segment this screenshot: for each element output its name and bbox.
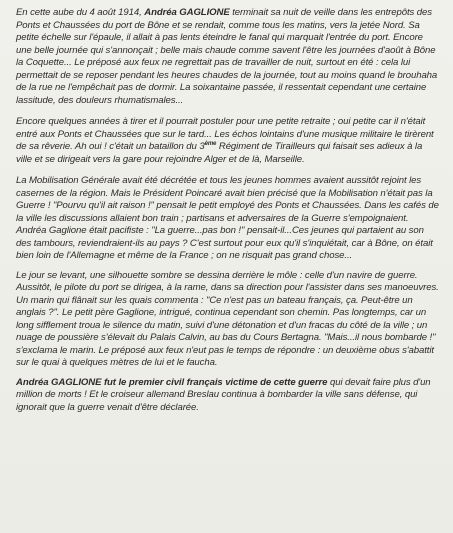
paragraph-5 bbox=[16, 377, 439, 415]
p5-body: qui devait faire plus d'un million de morts ! Et le croiseur allemand Breslau continua à bombarder la ville sans défense, qui ignorait que la guerre venait d'être déclarée. bbox=[16, 376, 431, 413]
p5-bold: Andréa GAGLIONE fut le premier civil français victime de cette guerre bbox=[16, 376, 328, 388]
p1-name: Andréa GAGLIONE bbox=[144, 7, 230, 18]
p1-body: terminait sa nuit de veille dans les entrepôts des Ponts et Chaussées du port de Bône et se rendait, comme tous les matins, vers la jetée Nord. Sa petite échelle sur l'épaule, il allait à pas lents éteindre le fanal qui marquait l'entrée du port. Encore une belle journée qui s'annonçait ; belle mais chaude comme savent l'être les journées d'août à Bône la Coquette... Le préposé aux feux ne regrettait pas de travailler de nuit, surtout en été : cela lui permettait de se reposer pendant les heures chaudes de la journée, tout au moins quand le brouhaha de la rue ne l'empêchait pas de dormir. La soixantaine passée, il ressentait cependant une certaine lassitude, des douleurs rhumatismales... bbox=[16, 7, 438, 106]
p2-intro: Encore quelques années à tirer et il pourrait postuler pour une petite retraite ; oui petite car il n'était entré aux Ponts et Chaussées que sur le tard... Les échos lointains d'une musique militaire le tirèrent de sa rêverie. Ah oui ! c'était un bataillon du 3 bbox=[16, 116, 434, 152]
paragraph-1 bbox=[16, 7, 439, 107]
p1-intro: En cette aube du 4 août 1914, bbox=[16, 7, 145, 18]
p2-superscript: ème bbox=[204, 140, 217, 147]
paragraph-4: Le jour se levant, une silhouette sombre se dessina derrière le môle : celle d'un navire de guerre. Aussitôt, le pilote du port se dirigea, à la rame, dans sa direction pour l'assister dans ses manoeuvres. Un marin qui flânait sur les quais commenta : "Ce n'est pas un bateau français, ça. Peut-être un anglais ?". Le petit père Gaglione, intrigué, continua cependant son chemin. Pas longtemps, car un long sifflement troua le silence du matin, suivi d'une détonation et d'un fracas du côté de la ville ; un nuage de poussière s'élevait du Palais Calvin, au bas du Cours Bertagna. "Mais...il nous bombarde !" s'exclama le marin. Le préposé aux feux n'eut pas le temps de répondre : un deuxième obus s'abattit sur le quai à quelques mètres de lui et le faucha. bbox=[16, 269, 439, 368]
paragraph-2 bbox=[16, 116, 439, 166]
paragraph-3: La Mobilisation Générale avait été décrétée et tous les jeunes hommes avaient aussitôt rejoint les casernes de la région. Mais le Président Poincaré avait bien précisé que la Mobilisation n'était pas la Guerre ! "Pourvu qu'il ait raison !" pensait le petit employé des Ponts et Chaussées. Dans les cafés de la ville les discussions allaient bon train ; partisans et adversaires de la Guerre s'empoignaient. Andréa Gaglione était pacifiste : "La guerre...pas bon !" pensait-il...Ces jeunes qui partaient au son des tambours, reviendraient-ils au pays ? C'est surtout pour eux qu'il s'inquiétait, car à Bône, on était bien loin de l'Allemagne et même de la France ; on ne risquait pas grand chose... bbox=[16, 175, 439, 261]
p2-body: Régiment de Tirailleurs qui faisait ses adieux à la ville et se dirigeait vers la gare pour rejoindre Alger et de là, Marseille. bbox=[16, 141, 423, 165]
